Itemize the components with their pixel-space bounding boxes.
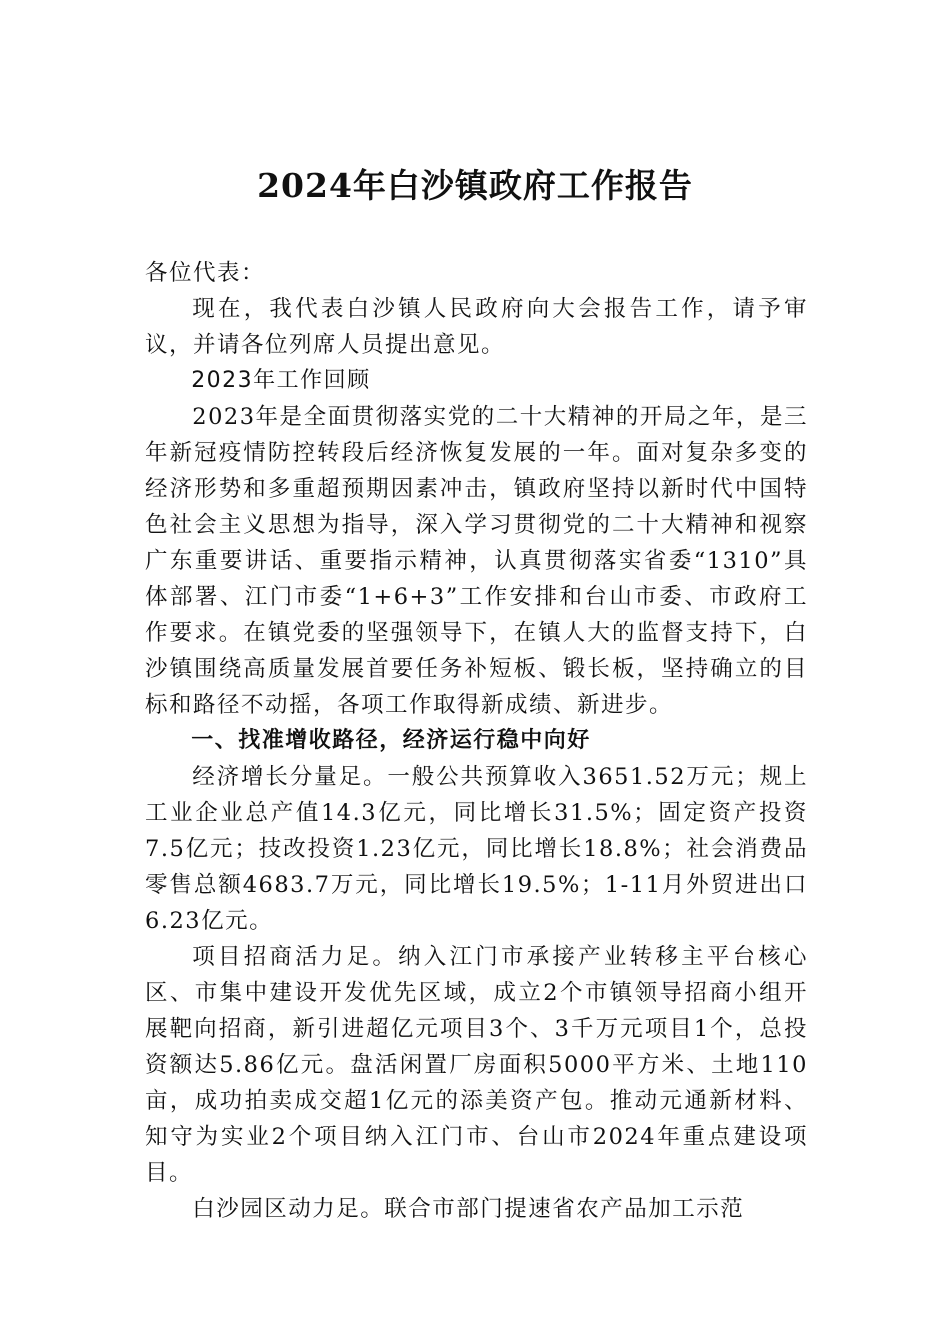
review-paragraph: 2023年是全面贯彻落实党的二十大精神的开局之年，是三年新冠疫情防控转段后经济恢复发展的一年。面对复杂多变的经济形势和多重超预期因素冲击，镇政府坚持以新时代中国特色社会主义思想为指导，深入学习贯彻党的二十大精神和视察广东重要讲话、重要指示精神，认真贯彻落实省委“1310”具体部署、江门市委“1+6+3”工作安排和台山市委、市政府工作要求。在镇党委的坚强领导下，在镇人大的监督支持下，白沙镇围绕高质量发展首要任务补短板、锻长板，坚持确立的目标和路径不动摇，各项工作取得新成绩、新进步。	[145, 404, 808, 718]
intro-paragraph: 现在，我代表白沙镇人民政府向大会报告工作，请予审议，并请各位列席人员提出意见。	[145, 296, 808, 358]
economy-paragraph: 经济增长分量足。一般公共预算收入3651.52万元；规上工业企业总产值14.3亿元，同比增长31.5%；固定资产投资7.5亿元；技改投资1.23亿元，同比增长18.8%；社会消费品零售总额4683.7万元，同比增长19.5%；1-11月外贸进出口6.23亿元。	[145, 764, 808, 934]
investment-paragraph: 项目招商活力足。纳入江门市承接产业转移主平台核心区、市集中建设开发优先区域，成立2个市镇领导招商小组开展靶向招商，新引进超亿元项目3个、3千万元项目1个，总投资额达5.86亿元。盘活闲置厂房面积5000平方米、土地110亩，成功拍卖成交超1亿元的添美资产包。推动元通新材料、知守为实业2个项目纳入江门市、台山市2024年重点建设项目。	[145, 944, 808, 1186]
salutation: 各位代表：	[145, 260, 266, 286]
section-review-heading: 2023年工作回顾	[191, 368, 371, 393]
document-body	[145, 255, 808, 1227]
park-paragraph: 白沙园区动力足。联合市部门提速省农产品加工示范	[192, 1196, 745, 1222]
document-title: 2024年白沙镇政府工作报告	[257, 166, 693, 205]
section-one-heading: 一、找准增收路径，经济运行稳中向好	[191, 728, 591, 753]
